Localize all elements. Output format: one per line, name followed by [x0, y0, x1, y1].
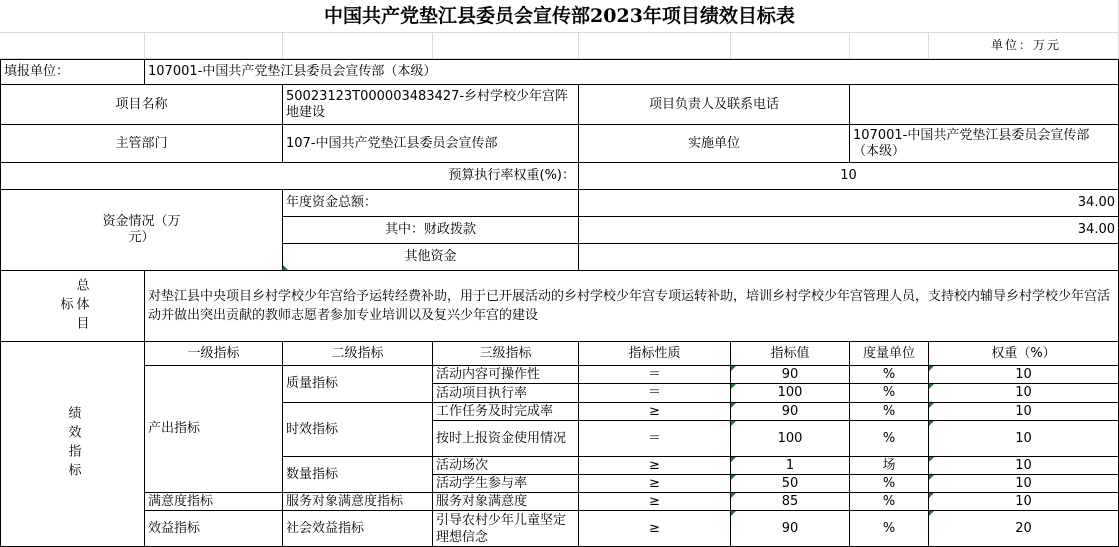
indicator-value: 90 [730, 365, 850, 384]
level3-name: 活动内容可操作性 [432, 365, 579, 384]
indicators-label: 绩效指标 [65, 406, 81, 482]
fiscal-value: 34.00 [578, 216, 1119, 244]
goal-label: 总体目标 [57, 277, 89, 335]
indicator-nature: ≥ [578, 510, 731, 547]
indicator-value: 100 [730, 420, 850, 457]
level3-name: 活动学生参与率 [432, 474, 579, 493]
level2-social-benefit: 社会效益指标 [282, 510, 433, 547]
col-header-level3: 三级指标 [432, 341, 579, 366]
level3-name: 活动场次 [432, 456, 579, 475]
indicator-nature: ≥ [578, 492, 731, 511]
dept-label: 主管部门 [0, 124, 283, 163]
col-header-unit: 度量单位 [849, 341, 929, 366]
contact-label: 项目负责人及联系电话 [578, 84, 850, 125]
indicator-weight: 10 [928, 492, 1119, 511]
budget-weight-label: 预算执行率权重(%)： [0, 162, 579, 190]
annual-total-value: 34.00 [578, 189, 1119, 217]
col-header-weight: 权重（%） [928, 341, 1119, 366]
indicator-nature: ＝ [578, 420, 731, 457]
indicator-weight: 10 [928, 402, 1119, 421]
level3-name: 活动项目执行率 [432, 383, 579, 403]
goal-text: 对垫江县中央项目乡村学校少年宫给予运转经费补助，用于已开展活动的乡村学校少年宫专项运转补助，培训乡村学校少年宫管理人员，支持校内辅导乡村学校少年宫活动并做出突出贡献的教师志愿者参加专业培训以及复兴少年宫的建设 [144, 270, 1119, 342]
indicator-unit: % [849, 474, 929, 493]
col-header-value: 指标值 [730, 341, 850, 366]
indicator-unit: % [849, 402, 929, 421]
impl-value: 107001-中国共产党垫江县委员会宣传部（本级） [849, 124, 1119, 163]
fill-unit-value: 107001-中国共产党垫江县委员会宣传部（本级） [144, 59, 1119, 85]
indicator-unit: % [849, 420, 929, 457]
indicator-value: 90 [730, 510, 850, 547]
col-header-nature: 指标性质 [578, 341, 731, 366]
other-funds-value [578, 243, 1119, 271]
dept-value: 107-中国共产党垫江县委员会宣传部 [282, 124, 579, 163]
indicator-weight: 10 [928, 365, 1119, 384]
level2-quality: 质量指标 [282, 365, 433, 403]
indicator-nature: ≥ [578, 474, 731, 493]
funds-label: 资金情况（万元） [0, 189, 283, 271]
indicator-unit: % [849, 492, 929, 511]
level1-satisfaction: 满意度指标 [144, 492, 283, 511]
project-name-value: 50023123T000003483427-乡村学校少年宫阵地建设 [282, 84, 579, 125]
page-title: 中国共产党垫江县委员会宣传部2023年项目绩效目标表 [324, 5, 795, 27]
indicator-unit: % [849, 365, 929, 384]
col-header-level2: 二级指标 [282, 341, 433, 366]
annual-total-label: 年度资金总额： [282, 189, 579, 217]
indicator-weight: 20 [928, 510, 1119, 547]
level2-quantity: 数量指标 [282, 456, 433, 493]
indicator-weight: 10 [928, 383, 1119, 403]
indicator-value: 90 [730, 402, 850, 421]
level3-name: 按时上报资金使用情况 [432, 420, 579, 457]
indicator-value: 50 [730, 474, 850, 493]
level1-output: 产出指标 [144, 365, 283, 493]
other-funds-label: 其他资金 [282, 243, 579, 271]
indicator-nature: ＝ [578, 365, 731, 384]
impl-label: 实施单位 [578, 124, 850, 163]
indicator-value: 100 [730, 383, 850, 403]
level3-name: 工作任务及时完成率 [432, 402, 579, 421]
fill-unit-label: 填报单位： [0, 59, 145, 85]
goal-label-cell [0, 270, 145, 342]
indicator-weight: 10 [928, 474, 1119, 493]
indicator-unit: 场 [849, 456, 929, 475]
level3-name: 引导农村少年儿童坚定理想信念 [432, 510, 579, 547]
indicator-value: 1 [730, 456, 850, 475]
indicator-weight: 10 [928, 420, 1119, 457]
level3-name: 服务对象满意度 [432, 492, 579, 511]
indicator-unit: % [849, 383, 929, 403]
level2-service-satisfaction: 服务对象满意度指标 [282, 492, 433, 511]
col-header-level1: 一级指标 [144, 341, 283, 366]
budget-weight-value: 10 [578, 162, 1119, 190]
indicator-value: 85 [730, 492, 850, 511]
indicators-label-cell [0, 341, 145, 547]
fiscal-label: 其中：财政拨款 [282, 216, 579, 244]
project-name-label: 项目名称 [0, 84, 283, 125]
unit-label: 单位：万元 [990, 38, 1061, 52]
indicator-nature: ≥ [578, 456, 731, 475]
indicator-nature: ≥ [578, 402, 731, 421]
level1-benefit: 效益指标 [144, 510, 283, 547]
level2-timeliness: 时效指标 [282, 402, 433, 457]
indicator-weight: 10 [928, 456, 1119, 475]
contact-value [849, 84, 1119, 125]
indicator-nature: ＝ [578, 383, 731, 403]
indicator-unit: % [849, 510, 929, 547]
